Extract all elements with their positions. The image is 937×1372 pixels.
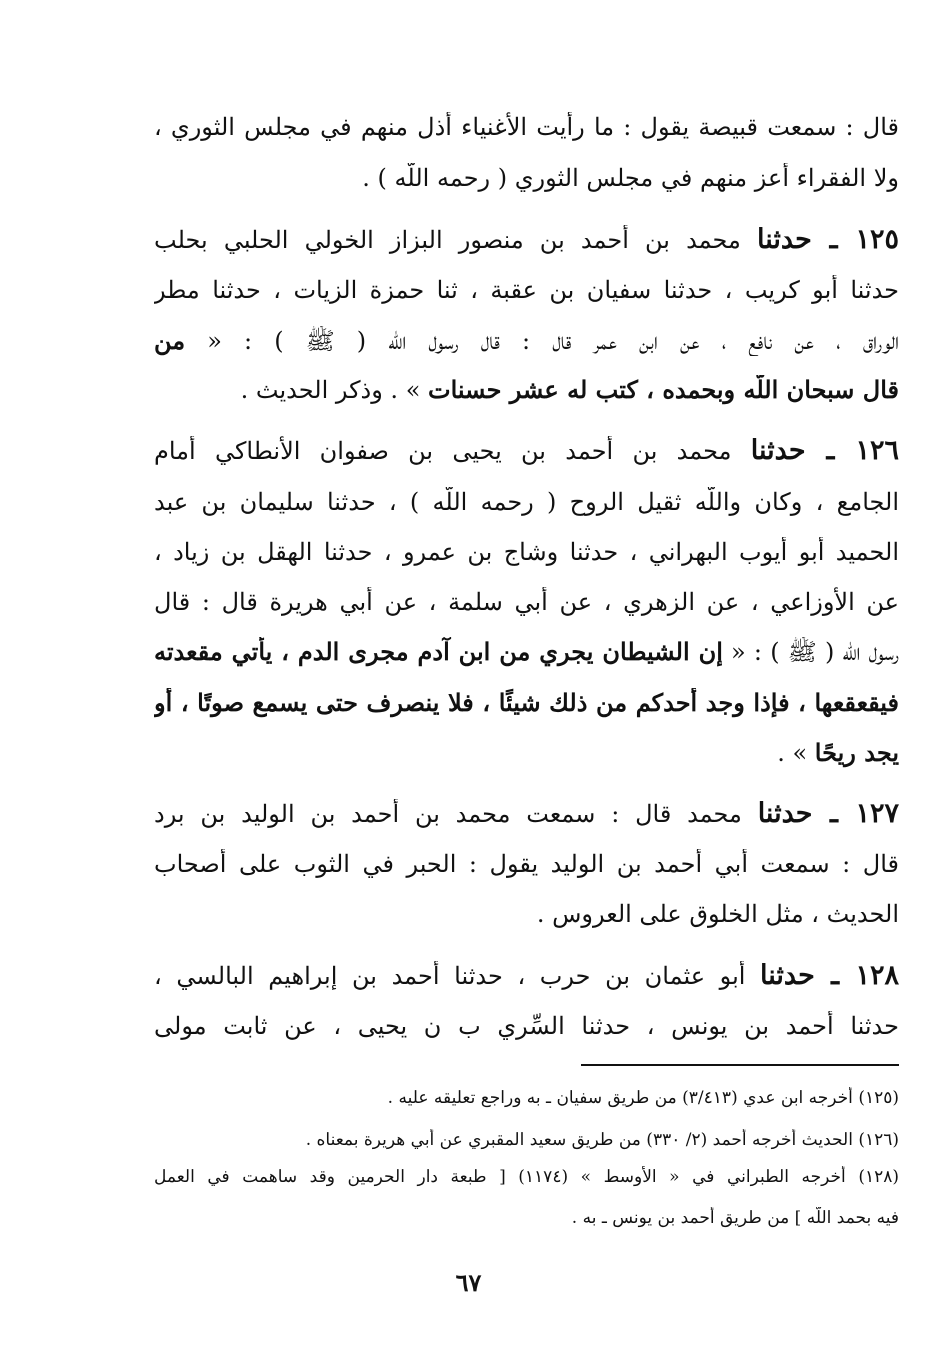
text-line	[154, 375, 899, 405]
text-line	[154, 537, 899, 567]
hadith-number: ١٢٨ ـ حدثنا	[760, 961, 899, 991]
bold-text: فيقعقعها ، فإذا وجد أحدكم من ذلك شيئًا ، فلا ينصرف حتى يسمع صوتًا ، أو	[154, 688, 899, 717]
hadith-number: ١٢٦ ـ حدثنا	[750, 436, 899, 466]
line-text: قال : سمعت قبيصة يقول : ما رأيت الأغنياء أذل منهم في مجلس الثوري ،	[154, 113, 899, 141]
text-line	[154, 436, 899, 466]
text-line	[154, 637, 899, 667]
text-line	[154, 326, 899, 356]
text-line	[154, 899, 899, 929]
text-line	[154, 688, 899, 718]
footnote-line: (١٢٥) أخرجه ابن عدي (٣/٤١٣) من طريق سفيان ـ به وراجع تعليقه عليه .	[387, 1088, 899, 1108]
line-text: أبو عثمان بن حرب ، حدثنا أحمد بن إبراهيم البالسي ،	[154, 962, 761, 990]
text-line	[154, 738, 899, 768]
bold-text: يجد ريحًا	[814, 738, 899, 767]
line-text: » . وذكر الحديث .	[240, 376, 429, 404]
text-line	[154, 961, 899, 991]
text-line	[154, 275, 899, 305]
text-line	[154, 163, 899, 193]
line-text: » .	[777, 739, 815, 767]
text-line	[154, 587, 899, 617]
footnote-line: (١٢٨) أخرجه الطبراني في « الأوسط » (١١٧٤) [ طبعة دار الحرمين وقد ساهمت في العمل	[154, 1167, 899, 1187]
line-text: الحديث ، مثل الخلوق على العروس .	[536, 900, 899, 928]
line-text: قال : سمعت أبي أحمد بن الوليد يقول : الحبر في الثوب على أصحاب	[154, 850, 899, 878]
footnote-divider	[581, 1064, 899, 1066]
text-line	[154, 487, 899, 517]
bold-text: من	[154, 326, 186, 355]
line-text: الجامع ، وكان واللّه ثقيل الروح ( رحمه اللّه ) ، حدثنا سليمان بن عبد	[154, 488, 899, 516]
bold-text: إن الشيطان يجري من ابن آدم مجرى الدم ، يأتي مقعدته	[154, 637, 723, 666]
line-text: محمد بن أحمد بن يحيى بن صفوان الأنطاكي أمام	[154, 437, 751, 465]
line-text: الحميد أبو أيوب البهراني ، حدثنا وشاج بن عمرو ، حدثنا الهقل بن زياد ،	[154, 538, 899, 566]
text-line	[154, 1011, 899, 1041]
line-text: محمد قال : سمعت محمد بن أحمد بن الوليد بن برد	[154, 800, 758, 828]
footnote-line: (١٢٦) الحديث أخرجه أحمد (٢/ ٣٣٠) من طريق سعيد المقبري عن أبي هريرة بمعناه .	[305, 1130, 899, 1150]
line-text: حدثنا أبو كريب ، حدثنا سفيان بن عقبة ، ثنا حمزة الزيات ، حدثنا مطر	[154, 276, 899, 304]
line-text: حدثنا أحمد بن يونس ، حدثنا السِّري ب ن يحيى ، عن ثابت مولى	[154, 1012, 899, 1040]
text-line	[154, 112, 899, 142]
hadith-number: ١٢٧ ـ حدثنا	[757, 799, 899, 829]
bold-text: قال سبحان اللّه وبحمده ، كتب له عشر حسنات	[428, 375, 899, 404]
text-line	[154, 225, 899, 255]
hadith-number: ١٢٥ ـ حدثنا	[757, 225, 899, 255]
line-text: رسول اللّه ( ﷺ ) : «	[722, 638, 899, 666]
text-line	[154, 799, 899, 829]
text-line	[154, 849, 899, 879]
footnote-line: فيه بحمد اللّه ] من طريق أحمد بن يونس ـ به .	[571, 1208, 899, 1228]
page-number: ٦٧	[455, 1268, 482, 1297]
line-text: ولا الفقراء أعز منهم في مجلس الثوري ( رحمه اللّه ) .	[362, 164, 899, 192]
line-text: عن الأوزاعي ، عن الزهري ، عن أبي سلمة ، عن أبي هريرة قال : قال	[154, 588, 899, 616]
line-text: الوراق ، عن نافع ، عن ابن عمر قال : قال رسول اللّه ( ﷺ ) : «	[185, 327, 899, 355]
line-text: محمد بن أحمد بن منصور البزاز الخولي الحلبي بحلب	[154, 226, 758, 254]
